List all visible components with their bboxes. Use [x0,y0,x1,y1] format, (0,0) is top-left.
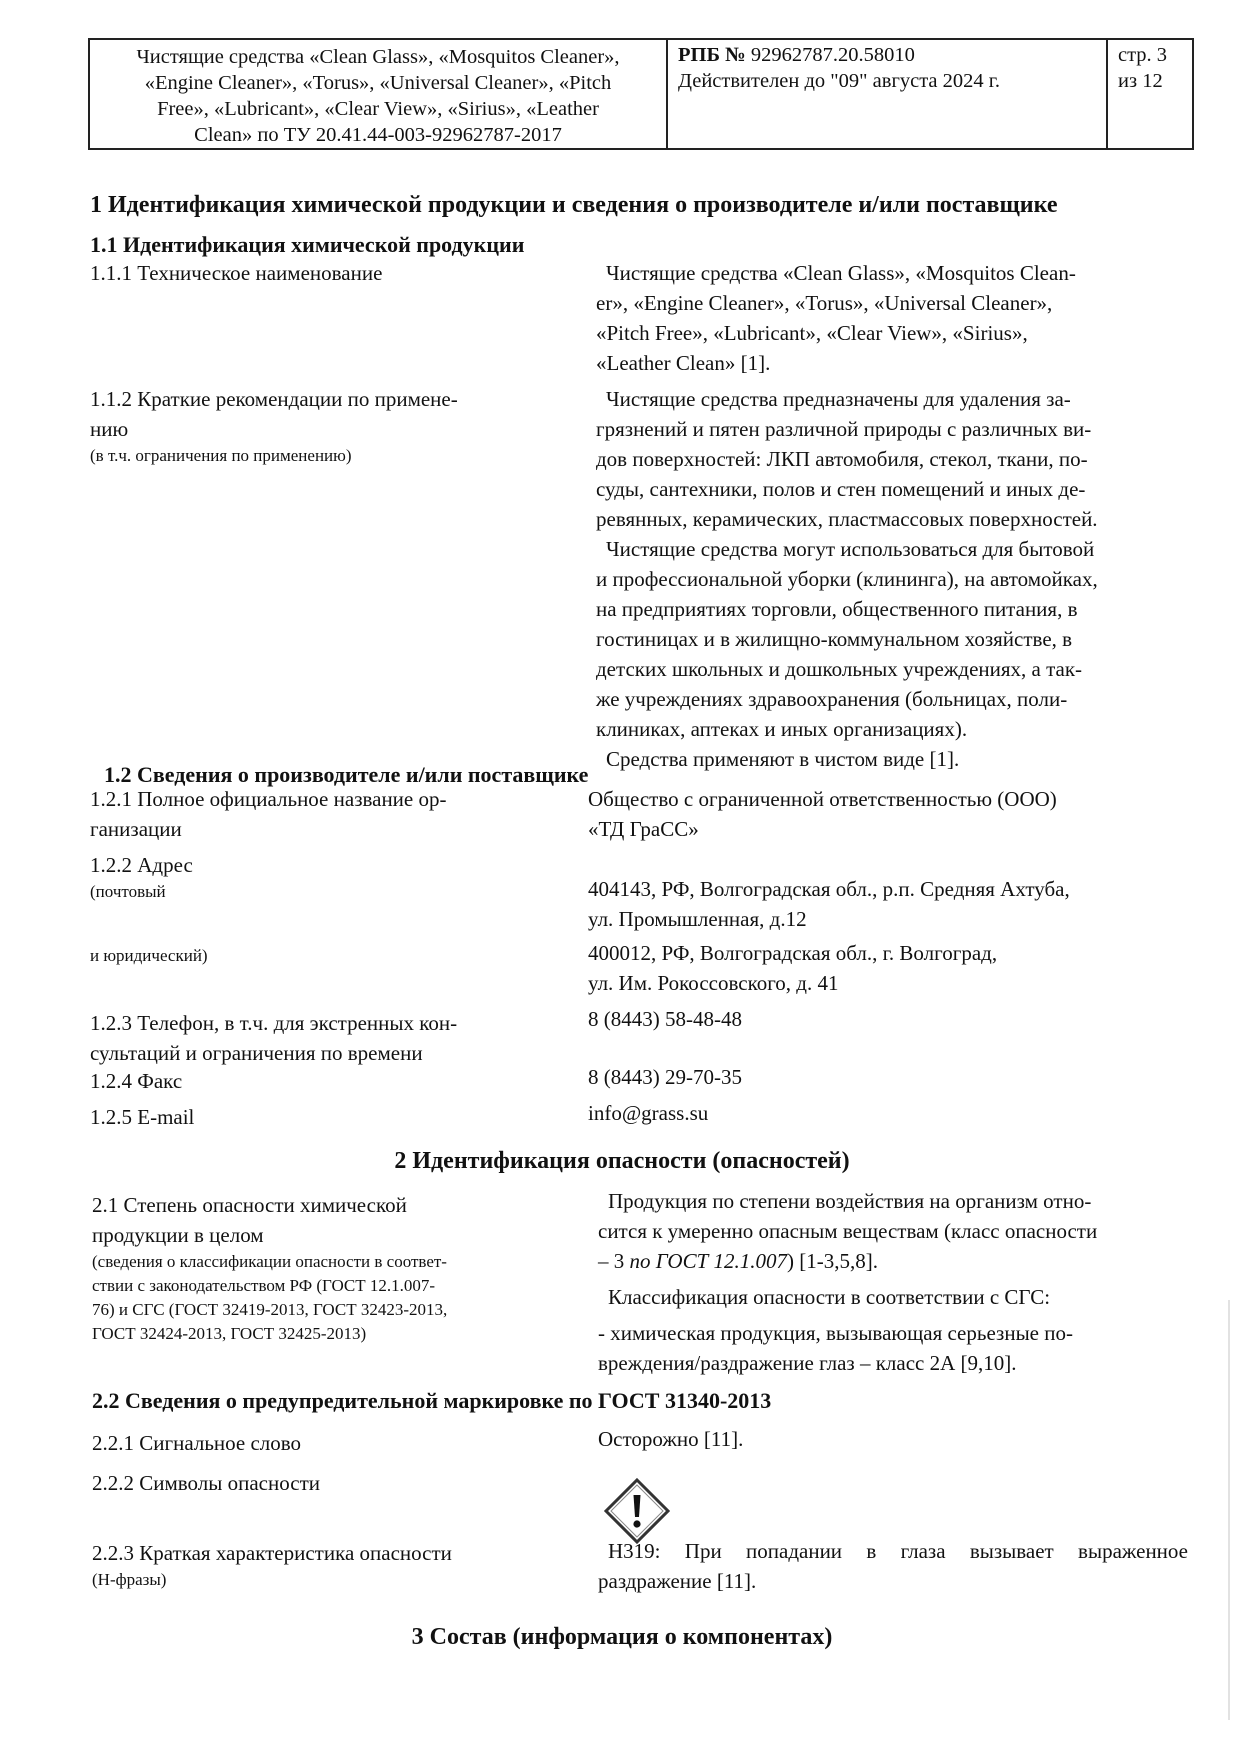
value-signal-word: Осторожно [11]. [598,1427,744,1451]
text-line: Продукция по степени воздействия на организм отно- [608,1189,1092,1213]
text-line: Чистящие средства предназначены для удаления за- [606,387,1071,411]
value-phone: 8 (8443) 58-48-48 [588,1007,742,1031]
text-line: Чистящие средства могут использоваться для бытовой [606,537,1095,561]
label-note: (в т.ч. ограничения по применению) [90,446,352,465]
label-2-2-2: 2.2.2 Символы опасности [92,1471,320,1495]
section-1-2-title: 1.2 Сведения о производителе и/или поставщике [104,762,589,787]
value-h-phrase [598,1536,1188,1596]
text-line: H319: При попадании в глаза вызывает выраженное [608,1539,1188,1563]
rpb-number: 92962787.20.58010 [750,44,915,66]
text-line [598,1246,1188,1276]
text-line: «ТД ГраСС» [588,817,699,841]
header-product-line: Free», «Lubricant», «Clear View», «Sirius», «Leather [157,98,599,120]
text-line: Чистящие средства «Clean Glass», «Mosquitos Clean- [606,261,1076,285]
text-line: грязнений и пятен различной природы с различных ви- [596,417,1092,441]
ghs-heading: Классификация опасности в соответствии с СГС: [608,1285,1051,1309]
text-line: - химическая продукция, вызывающая серьезные по- [598,1321,1073,1345]
text-span: – 3 [598,1249,630,1273]
text-line: 400012, РФ, Волгоградская обл., г. Волгоград, [588,941,998,965]
text-line: ГОСТ 32424-2013, ГОСТ 32425-2013) [92,1324,367,1343]
label-1-2-2: 1.2.2 Адрес [90,853,193,877]
section-2-title: 2 Идентификация опасности (опасностей) [394,1148,850,1174]
text-line: 2.2.3 Краткая характеристика опасности [92,1541,452,1565]
text-line: вреждения/раздражение глаз – класс 2А [9,10]. [598,1351,1017,1375]
label-1-2-5: 1.2.5 E-mail [90,1105,195,1129]
label-1-2-4: 1.2.4 Факс [90,1069,183,1093]
header-product-line: «Engine Cleaner», «Torus», «Universal Cleaner», «Pitch [144,72,612,94]
label-1-2-1 [90,784,560,844]
value-1-1-2 [596,384,1186,774]
rpb-label: РПБ № [678,44,746,66]
label-postal: (почтовый [90,882,166,901]
text-line: и профессиональной уборки (клининга), на автомойках, [596,567,1098,591]
value-fax: 8 (8443) 29-70-35 [588,1065,742,1089]
gost-reference: по ГОСТ 12.1.007 [629,1249,788,1273]
label-2-2-3 [92,1538,562,1592]
text-line: раздражение [11]. [598,1569,757,1593]
text-line: продукции в целом [92,1223,264,1247]
value-2-1 [598,1186,1188,1378]
header-product-line: Clean» по ТУ 20.41.44-003-92962787-2017 [194,124,562,146]
page-number: стр. 3 [1118,44,1168,66]
label-1-1-2 [90,384,560,468]
value-email: info@grass.su [588,1101,709,1125]
label-1-1-1: 1.1.1 Техническое наименование [90,261,383,285]
text-line: «Leather Clean» [1]. [596,351,771,375]
header-product-line: Чистящие средства «Clean Glass», «Mosquitos Cleaner», [136,46,620,68]
page-total: из 12 [1118,70,1163,92]
text-line: дов поверхностей: ЛКП автомобиля, стекол, ткани, по- [596,447,1088,471]
section-1-1-title: 1.1 Идентификация химической продукции [90,232,525,257]
text-line: 1.2.1 Полное официальное название ор- [90,787,447,811]
text-span: ) [1-3,5,8]. [787,1249,879,1273]
valid-until: Действителен до "09" августа 2024 г. [678,70,1000,92]
scan-artifact-line [1228,1300,1230,1720]
value-postal-address [588,874,1188,934]
text-line: 404143, РФ, Волгоградская обл., р.п. Средняя Ахтуба, [588,877,1070,901]
section-2-2-title: 2.2 Сведения о предупредительной маркировке по ГОСТ 31340-2013 [92,1388,772,1413]
text-line: ствии с законодательством РФ (ГОСТ 12.1.007- [92,1276,436,1295]
text-line: нию [90,417,129,441]
text-line: ганизации [90,817,182,841]
text-line: детских школьных и дошкольных учреждениях, а так- [596,657,1083,681]
label-note: (Н-фразы) [92,1570,167,1589]
label-1-2-3 [90,1008,560,1068]
text-line: (сведения о классификации опасности в соответ- [92,1252,447,1271]
text-line: ул. Им. Рокоссовского, д. 41 [588,971,839,995]
text-line: на предприятиях торговли, общественного питания, в [596,597,1078,621]
header-product-cell [90,40,668,148]
value-1-2-1 [588,784,1057,844]
text-line: сится к умеренно опасным веществам (класс опасности [598,1219,1098,1243]
text-line: 1.1.2 Краткие рекомендации по примене- [90,387,458,411]
text-line: «Pitch Free», «Lubricant», «Clear View», «Sirius», [596,321,1028,345]
text-line: er», «Engine Cleaner», «Torus», «Universal Cleaner», [596,291,1053,315]
text-line: Средства применяют в чистом виде [1]. [606,747,960,771]
text-line: же учреждениях здравоохранения (больницах, поли- [596,687,1068,711]
label-2-2-1: 2.2.1 Сигнальное слово [92,1431,302,1455]
section-1-title: 1 Идентификация химической продукции и сведения о производителе и/или поставщике [90,192,1058,218]
text-line: Общество с ограниченной ответственностью (ООО) [588,787,1057,811]
text-line: гостиницах и в жилищно-коммунальном хозяйстве, в [596,627,1073,651]
header-table [88,38,1194,150]
header-page-cell [1108,40,1192,148]
value-1-1-1 [596,258,1196,378]
text-line: ревянных, керамических, пластмассовых поверхностей. [596,507,1098,531]
header-rpb-cell [668,40,1108,148]
label-2-1 [92,1190,562,1346]
section-3-title: 3 Состав (информация о компонентах) [411,1624,833,1650]
text-line: 1.2.3 Телефон, в т.ч. для экстренных кон- [90,1011,458,1035]
text-line: суды, сантехники, полов и стен помещений и иных де- [596,477,1086,501]
label-legal: и юридический) [90,946,208,965]
text-line: ул. Промышленная, д.12 [588,907,807,931]
value-legal-address [588,938,997,998]
text-line: сультаций и ограничения по времени [90,1041,423,1065]
exclamation-mark-pictogram-icon [604,1478,670,1544]
text-line: клиниках, аптеках и иных организациях). [596,717,968,741]
text-line: 76) и СГС (ГОСТ 32419-2013, ГОСТ 32423-2013, [92,1300,448,1319]
text-line: 2.1 Степень опасности химической [92,1193,407,1217]
